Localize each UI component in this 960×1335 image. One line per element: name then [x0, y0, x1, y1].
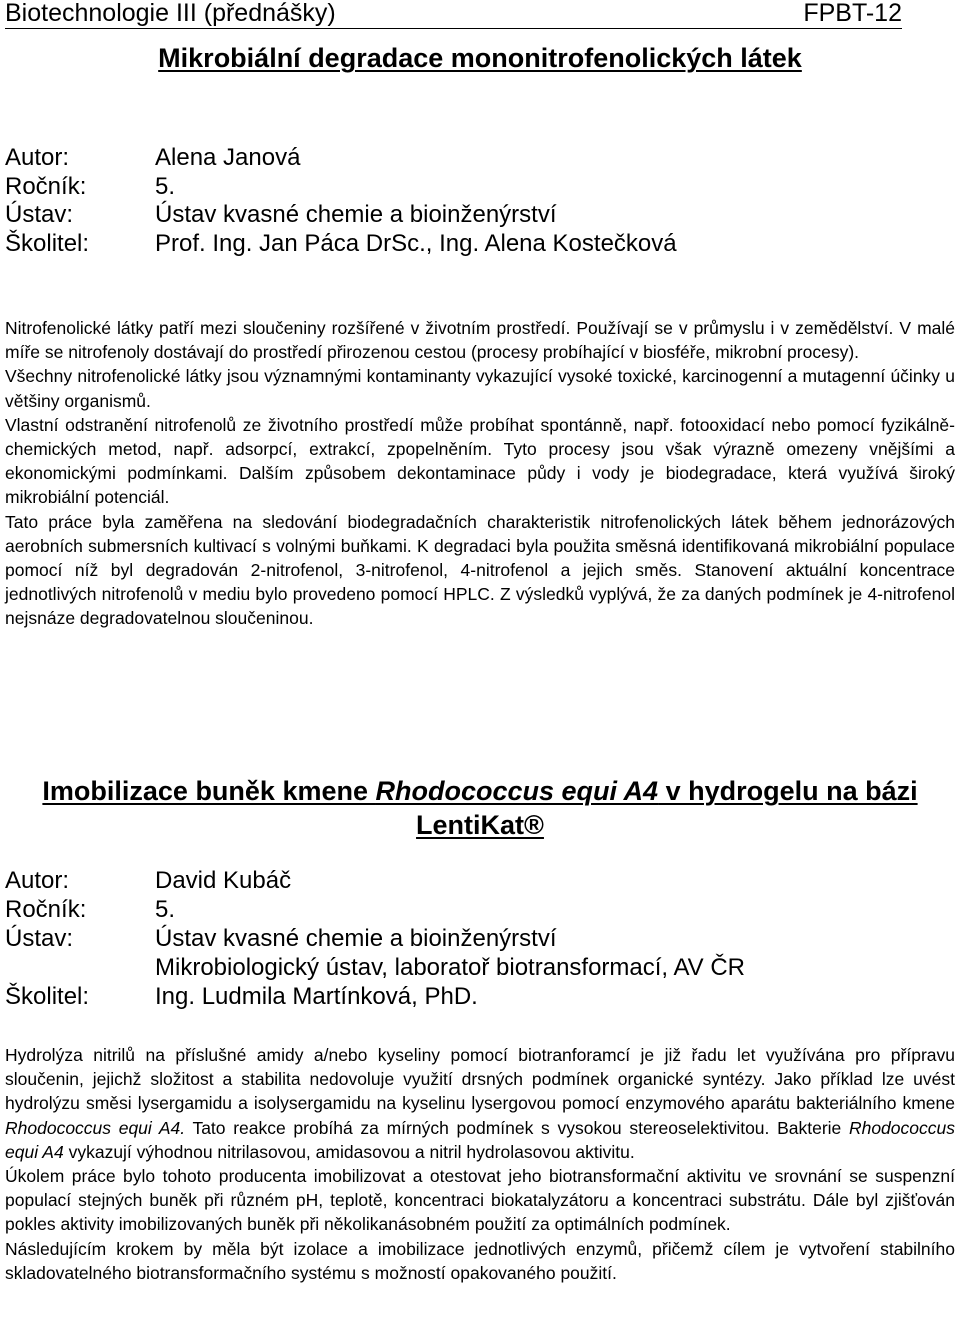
- abstract-paragraph: Všechny nitrofenolické látky jsou významnými kontaminanty vykazující vysoké toxické, karcinogenní a mutagenní účinky u většiny organismů.: [5, 366, 955, 411]
- title-species: Rhodococcus equi A4: [375, 776, 659, 806]
- author-value: David Kubáč: [155, 867, 292, 894]
- institute-value-2: Mikrobiologický ústav, laboratoř biotransformací, AV ČR: [155, 954, 746, 981]
- institute-value: Ústav kvasné chemie a bioinženýrství: [155, 925, 557, 952]
- article1-title: Mikrobiální degradace mononitrofenolických látek: [158, 43, 802, 73]
- abstract-paragraph: Vlastní odstranění nitrofenolů ze životního prostředí může probíhat spontánně, např. fotooxidací nebo pomocí fyzikálně-chemických metod, např. adsorpcí, extrakcí, zpopelněním. Tyto procesy jsou však výrazně omezeny vnějšími a ekonomickými podmínkami. Dalším způsobem dekontaminace půdy i vody je biodegradace, která využívá široký mikrobiální potenciál.: [5, 414, 955, 508]
- author-value: Alena Janová: [155, 144, 301, 171]
- institute-label: Ústav:: [5, 925, 74, 952]
- supervisor-value: Ing. Ludmila Martínková, PhD.: [155, 983, 478, 1010]
- year-label: Ročník:: [5, 172, 87, 200]
- author-label: Autor:: [5, 867, 70, 894]
- abstract-paragraph: Tato práce byla zaměřena na sledování biodegradačních charakteristik nitrofenolických látek během jednorázových aerobních submersních kultivací s volnými buňkami. K degradaci byla použita směsná identifikovaná mikrobiální populace pomocí níž byl degradován 2-nitrofenol, 3-nitrofenol, 4-nitrofenol a jejich směs. Stanovení aktuální koncentrace jednotlivých nitrofenolů v mediu bylo provedeno pomocí HPLC. Z výsledků vyplývá, že za daných podmínek je 4-nitrofenol nejsnáze degradovatelnou sloučeninou.: [5, 511, 955, 629]
- institute-label: Ústav:: [5, 201, 74, 228]
- page-header: [5, 0, 902, 29]
- species-name: Rhodococcus equi A4: [5, 1117, 955, 1162]
- institute-value: Ústav kvasné chemie a bioinženýrství: [155, 201, 557, 228]
- author-label: Autor:: [5, 144, 70, 171]
- article2-abstract: [5, 1043, 955, 1285]
- article1-abstract: [5, 316, 955, 631]
- supervisor-value: Prof. Ing. Jan Páca DrSc., Ing. Alena Kostečková: [155, 229, 677, 257]
- abstract-paragraph: Úkolem práce bylo tohoto producenta imobilizovat a otestovat jeho biotransformační aktivitu ve srovnání se suspenzní populací stejných buněk při různém pH, teplotě, koncentraci biokatalyzátoru a koncentraci substrátu. Dále byl zjišťován pokles aktivity imobilizovaných buněk při několikanásobném použití za optimálních podmínek.: [5, 1166, 955, 1235]
- abstract-paragraph: Hydrolýza nitrilů na příslušné amidy a/nebo kyseliny pomocí biotranforamcí je již řadu let využívána pro přípravu sloučenin, jejichž složitost a stabilita nedovoluje využití drsných podmínek organické syntézy. Jako příklad lze uvést hydrolýzu směsi lysergamidu a isolysergamidu na kyselinu lysergovou pomocí enzymového aparátu bakteriálního kmene Rhodococcus equi A4. Tato reakce probíhá za mírných podmínek s vysokou stereoselektivitou. Bakterie Rhodococcus equi A4 vykazují výhodnou nitrilasovou, amidasovou a nitril hydrolasovou aktivitu.: [5, 1045, 955, 1162]
- supervisor-label: Školitel:: [5, 983, 90, 1010]
- year-value: 5.: [155, 172, 176, 200]
- header-code: FPBT-12: [803, 0, 902, 27]
- abstract-paragraph: Nitrofenolické látky patří mezi sloučeniny rozšířené v životním prostředí. Používají se v průmyslu i v zemědělství. V malé míře se nitrofenoly dostávají do prostředí přirozenou cestou (procesy probíhající v biosféře, mikrobní procesy).: [5, 318, 955, 363]
- abstract-paragraph: Následujícím krokem by měla být izolace a imobilizace jednotlivých enzymů, přičemž cílem je vytvoření stabilního skladovatelného biotransformačního systému s možností opakovaného použití.: [5, 1238, 955, 1283]
- article2-title: Imobilizace buněk kmene Rhodococcus equi A4 v hydrogelu na bázi LentiKat®: [42, 776, 918, 840]
- supervisor-label: Školitel:: [5, 229, 90, 257]
- year-label: Ročník:: [5, 896, 87, 923]
- year-value: 5.: [155, 896, 176, 923]
- header-course-title: Biotechnologie III (přednášky): [5, 0, 336, 27]
- species-name: Rhodococcus equi A4.: [5, 1117, 186, 1138]
